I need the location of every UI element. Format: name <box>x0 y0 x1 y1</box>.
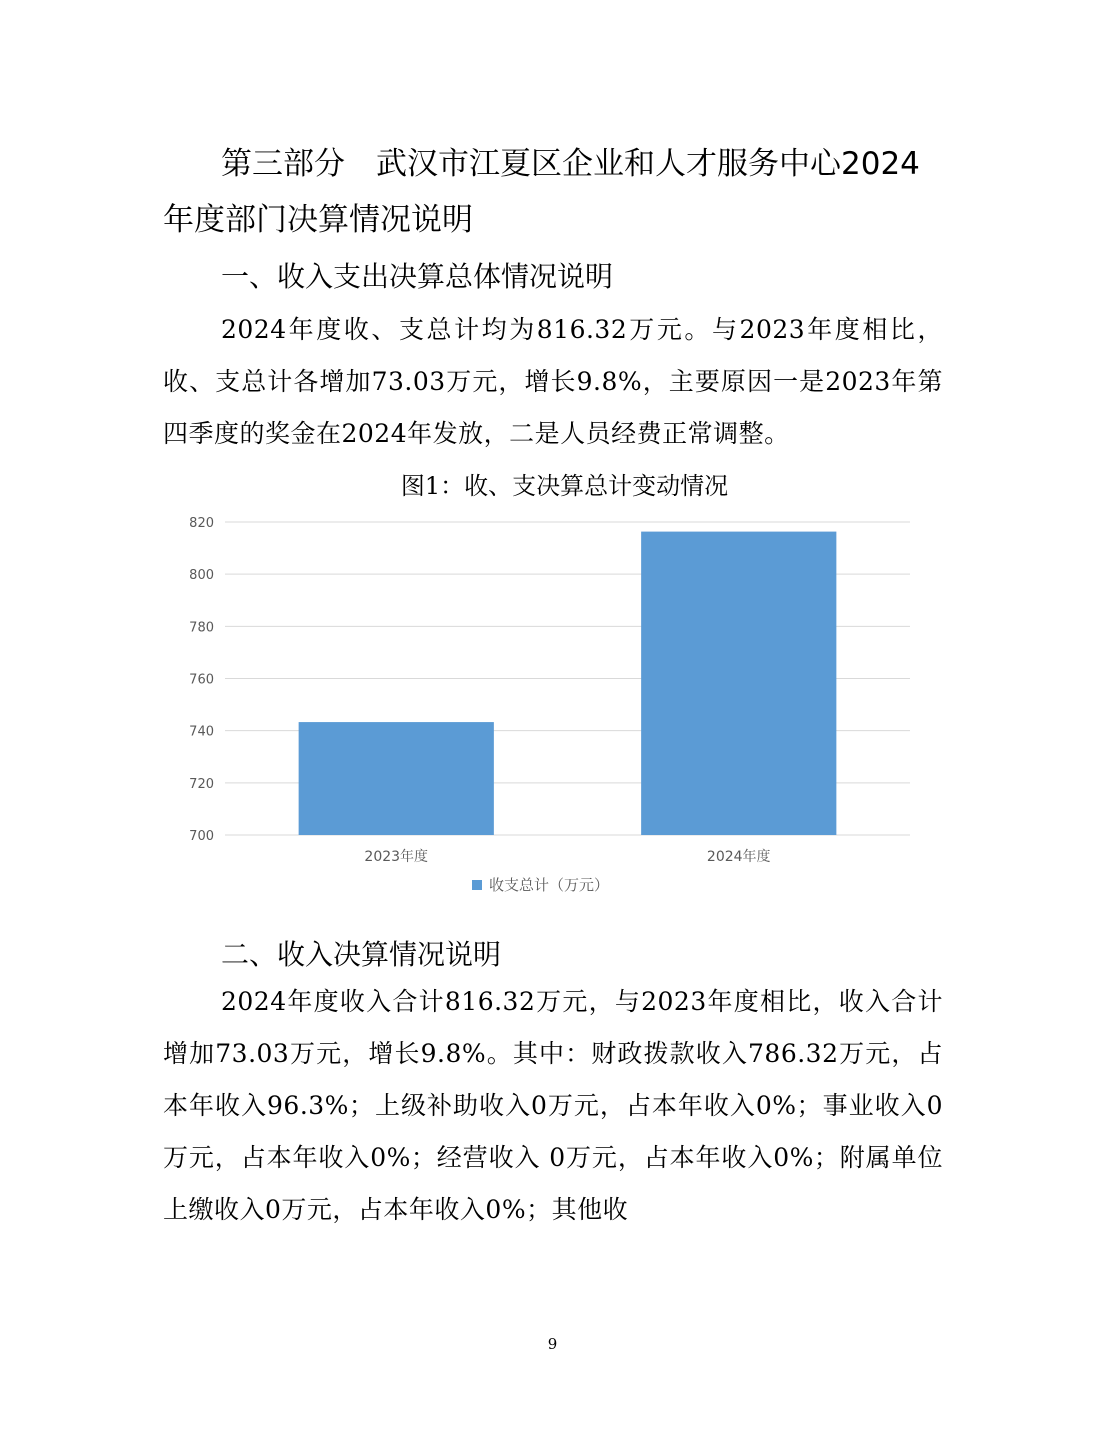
page-number: 9 <box>547 1335 558 1353</box>
y-tick-label: 780 <box>189 620 214 636</box>
legend-label: 收支总计（万元） <box>489 876 610 894</box>
y-axis-ticks <box>189 516 214 844</box>
y-tick-label: 700 <box>189 829 214 844</box>
page-title: 第三部分 武汉市江夏区企业和人才服务中心2024年度部门决算情况说明 <box>163 146 920 238</box>
y-tick-label: 800 <box>189 568 214 584</box>
bar-chart <box>160 505 930 915</box>
x-tick-label: 2024年度 <box>706 849 771 865</box>
section-paragraph-2: 2024年度收入合计816.32万元，与2023年度相比，收入合计增加73.03万元，增长9.8%。其中：财政拨款收入786.32万元，占本年收入96.3%；上级补助收入0万元，占本年收入0%；事业收入0万元，占本年收入0%；经营收入 0万元，占本年收入0%；附属单位上缴收入0万元，占本年收入0%；其他收 <box>163 987 943 1224</box>
bar-2024年度 <box>641 532 836 835</box>
x-tick-label: 2023年度 <box>364 849 429 865</box>
y-tick-label: 820 <box>189 516 214 531</box>
bar-2023年度 <box>299 722 494 835</box>
legend-swatch <box>472 880 482 890</box>
section-heading-2: 二、收入决算情况说明 <box>221 938 502 971</box>
section-paragraph-1: 2024年度收、支总计均为816.32万元。与2023年度相比，收、支总计各增加73.03万元，增长9.8%，主要原因一是2023年第四季度的奖金在2024年发放，二是人员经费正常调整。 <box>163 315 943 448</box>
y-tick-label: 760 <box>189 672 214 688</box>
figure-caption: 图1：收、支决算总计变动情况 <box>400 472 729 500</box>
chart-bars <box>299 532 837 835</box>
section-heading-1: 一、收入支出决算总体情况说明 <box>221 260 614 293</box>
y-tick-label: 740 <box>189 724 214 740</box>
chart-legend <box>472 876 609 894</box>
y-tick-label: 720 <box>189 776 214 792</box>
x-axis-ticks <box>364 848 770 865</box>
